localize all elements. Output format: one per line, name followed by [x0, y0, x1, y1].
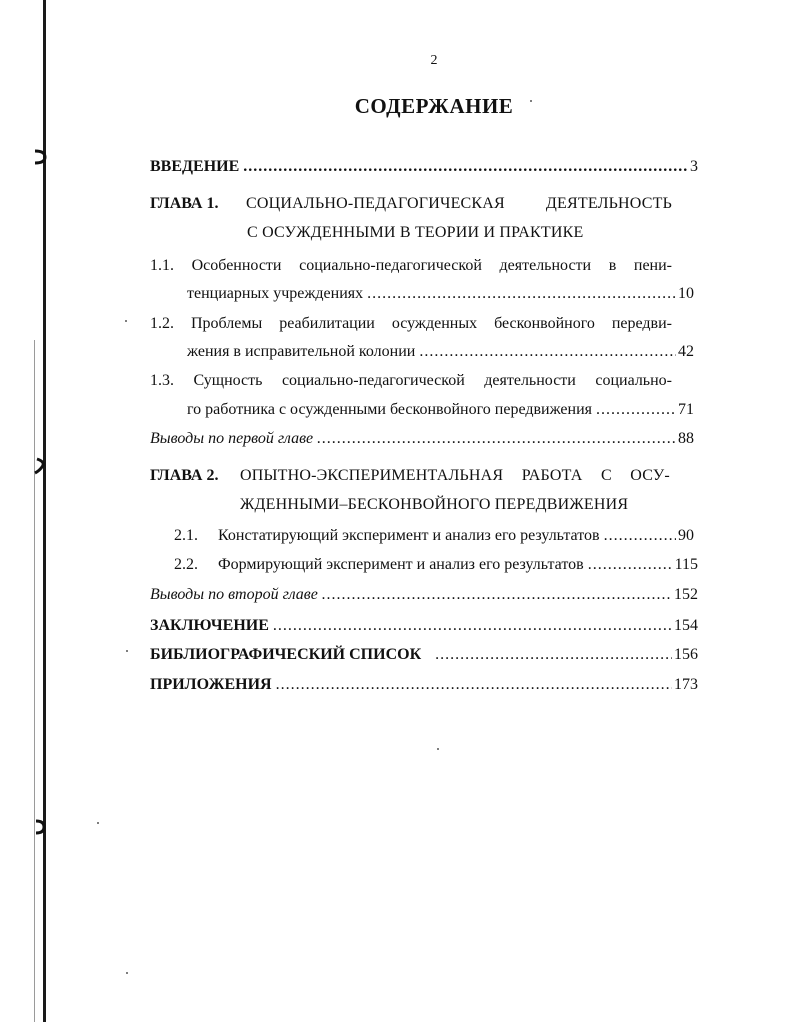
toc-section-1-3-line2[interactable] — [187, 401, 694, 423]
page-number: 2 — [430, 53, 438, 68]
toc-chapter1-heading[interactable] — [150, 195, 672, 217]
punch-hole-icon — [30, 818, 48, 836]
dot-leader — [367, 285, 676, 303]
toc-label: БИБЛИОГРАФИЧЕСКИЙ СПИСОК — [150, 646, 422, 663]
dot-leader — [435, 646, 672, 664]
section-number: 2.2. — [174, 556, 198, 573]
toc-page: 156 — [674, 646, 698, 663]
section-word: Особенности — [191, 257, 282, 274]
toc-chapter2-conclusions[interactable] — [150, 586, 698, 608]
toc-entry-appendices[interactable] — [150, 676, 698, 698]
toc-chapter2-heading[interactable] — [150, 467, 670, 489]
dot-leader — [604, 527, 676, 545]
punch-hole-icon — [30, 457, 48, 475]
section-number: 2.1. — [174, 527, 198, 544]
section-word: Проблемы — [190, 315, 263, 332]
chapter-title-word: ДЕЯТЕЛЬНОСТЬ — [545, 195, 672, 212]
punch-hole-icon — [30, 148, 48, 166]
toc-page: 152 — [674, 586, 698, 603]
toc-label: ПРИЛОЖЕНИЯ — [150, 676, 272, 693]
toc-page: 88 — [678, 430, 694, 447]
toc-entry-bibliography[interactable] — [150, 646, 698, 668]
toc-section-2-2[interactable] — [174, 556, 698, 578]
toc-section-1-1-line1[interactable] — [150, 257, 672, 279]
chapter-title-line2: С ОСУЖДЕННЫМИ В ТЕОРИИ И ПРАКТИКЕ — [247, 224, 584, 241]
section-word: в — [608, 257, 617, 274]
chapter-label: ГЛАВА 2. — [150, 467, 219, 484]
dot-leader — [276, 676, 672, 694]
toc-label: Выводы по второй главе — [150, 586, 318, 603]
scan-speck — [126, 972, 128, 974]
dot-leader — [596, 401, 676, 419]
section-word: социально-педагогической — [299, 257, 482, 274]
section-word: реабилитации — [279, 315, 375, 332]
dot-leader — [273, 617, 672, 635]
toc-page: 154 — [674, 617, 698, 634]
dot-leader — [419, 343, 676, 361]
toc-section-1-2-line1[interactable] — [150, 315, 672, 337]
section-word: Сущность — [193, 372, 263, 389]
chapter-title-word: С — [600, 467, 612, 484]
toc-entry-conclusion[interactable] — [150, 617, 698, 639]
section-number: 1.2. — [150, 315, 174, 332]
toc-page: 71 — [678, 401, 694, 418]
toc-page: 115 — [674, 556, 698, 573]
chapter-label: ГЛАВА 1. — [150, 195, 219, 212]
chapter-title-line1 — [246, 195, 672, 213]
scan-speck — [125, 320, 127, 322]
section-word: передви- — [611, 315, 672, 332]
chapter-title-word: РАБОТА — [521, 467, 583, 484]
toc-page: 173 — [674, 676, 698, 693]
toc-chapter1-conclusions[interactable] — [150, 430, 694, 452]
chapter-title-word: СОЦИАЛЬНО-ПЕДАГОГИЧЕСКАЯ — [246, 195, 505, 212]
dot-leader — [322, 586, 672, 604]
scan-speck — [437, 748, 439, 750]
dot-leader — [317, 430, 676, 448]
dot-leader — [243, 158, 688, 176]
chapter-title-word: ОПЫТНО-ЭКСПЕРИМЕНТАЛЬНАЯ — [240, 467, 504, 484]
section-title: Формирующий эксперимент и анализ его результатов — [218, 556, 584, 573]
page-title: СОДЕРЖАНИЕ — [354, 94, 514, 118]
scan-speck — [126, 650, 128, 652]
chapter-title-line2: ЖДЕННЫМИ–БЕСКОНВОЙНОГО ПЕРЕДВИЖЕНИЯ — [240, 496, 629, 513]
section-word: деятельности — [499, 257, 592, 274]
scan-speck — [97, 822, 99, 824]
section-word: пени- — [633, 257, 672, 274]
section-title-cont: жения в исправительной колонии — [187, 343, 416, 360]
section-number: 1.1. — [150, 257, 174, 274]
section-word: деятельности — [484, 372, 576, 389]
toc-page: 90 — [678, 527, 694, 544]
toc-entry-intro[interactable] — [150, 158, 698, 180]
section-word: социально- — [595, 372, 672, 389]
section-title-cont: тенциарных учреждениях — [187, 285, 364, 302]
binding-shadow-line — [34, 340, 35, 1022]
toc-section-1-3-line1[interactable] — [150, 372, 672, 394]
toc-label: ВВЕДЕНИЕ — [150, 158, 240, 175]
toc-section-1-2-line2[interactable] — [187, 343, 694, 365]
toc-page: 10 — [678, 285, 694, 302]
dot-leader — [588, 556, 673, 574]
section-word: осужденных — [391, 315, 478, 332]
section-title-cont: го работника с осужденными бесконвойного передвижения — [187, 401, 593, 418]
section-word: социально-педагогической — [281, 372, 465, 389]
section-word: бесконвойного — [494, 315, 595, 332]
chapter-title-line1 — [240, 467, 670, 485]
toc-section-1-1-line2[interactable] — [187, 285, 694, 307]
scan-left-edge — [0, 0, 60, 1022]
toc-section-2-1[interactable] — [174, 527, 694, 549]
toc-label: ЗАКЛЮЧЕНИЕ — [150, 617, 269, 634]
toc-label: Выводы по первой главе — [150, 430, 314, 447]
toc-page: 42 — [678, 343, 694, 360]
chapter-title-word: ОСУ- — [630, 467, 670, 484]
section-title: Констатирующий эксперимент и анализ его результатов — [218, 527, 600, 544]
section-number: 1.3. — [150, 372, 174, 389]
toc-page: 3 — [690, 158, 698, 175]
